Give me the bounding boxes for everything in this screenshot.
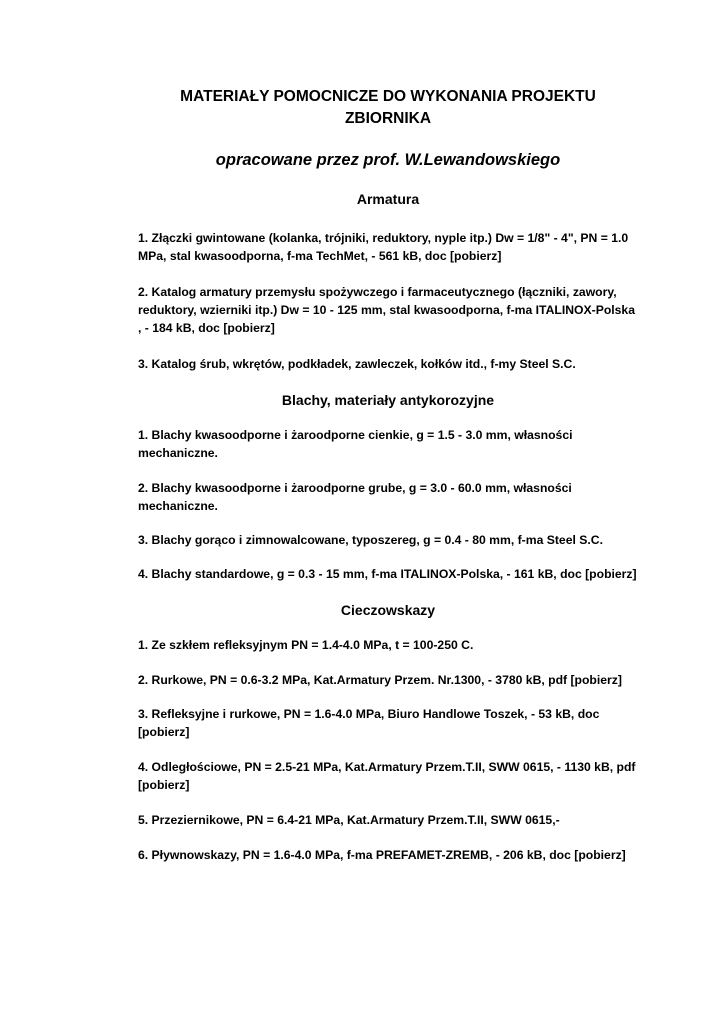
- section-heading-armatura: Armatura: [356, 191, 420, 207]
- list-item: 4. Odległościowe, PN = 2.5-21 MPa, Kat.Armatury Przem.T.II, SWW 0615, - 1130 kB, pdf [pobierz]: [138, 760, 636, 792]
- list-item: 2. Rurkowe, PN = 0.6-3.2 MPa, Kat.Armatury Przem. Nr.1300, - 3780 kB, pdf [pobierz]: [138, 673, 622, 687]
- document-page: [138, 86, 638, 864]
- list-item: 5. Przeziernikowe, PN = 6.4-21 MPa, Kat.Armatury Przem.T.II, SWW 0615,-: [138, 813, 560, 827]
- list-item: 2. Katalog armatury przemysłu spożywczego i farmaceutycznego (łączniki, zawory, reduktory, wzierniki itp.) Dw = 10 - 125 mm, stal kwasoodporna, f-ma ITALINOX-Polska , - 184 kB, doc [pobierz]: [138, 285, 635, 335]
- document-title: [138, 86, 638, 130]
- list-item: 1. Złączki gwintowane (kolanka, trójniki, reduktory, nyple itp.) Dw = 1/8" - 4", PN = 1.0 MPa, stal kwasoodporna, f-ma TechMet, - 561 kB, doc [pobierz]: [138, 231, 629, 263]
- list-item: 1. Ze szkłem refleksyjnym PN = 1.4-4.0 MPa, t = 100-250 C.: [138, 638, 474, 652]
- list-item: 3. Refleksyjne i rurkowe, PN = 1.6-4.0 MPa, Biuro Handlowe Toszek, - 53 kB, doc [pobierz]: [138, 707, 600, 739]
- document-title-line2: ZBIORNIKA: [344, 110, 432, 127]
- document-title-line1: MATERIAŁY POMOCNICZE DO WYKONANIA PROJEKTU: [180, 88, 596, 105]
- list-item: 4. Blachy standardowe, g = 0.3 - 15 mm, f-ma ITALINOX-Polska, - 161 kB, doc [pobierz]: [138, 567, 637, 581]
- list-item: 1. Blachy kwasoodporne i żaroodporne cienkie, g = 1.5 - 3.0 mm, własności mechaniczne.: [138, 428, 573, 460]
- list-item: 6. Pływnowskazy, PN = 1.6-4.0 MPa, f-ma PREFAMET-ZREMB, - 206 kB, doc [pobierz]: [138, 848, 626, 862]
- list-item: 2. Blachy kwasoodporne i żaroodporne grube, g = 3.0 - 60.0 mm, własności mechaniczne.: [138, 481, 572, 513]
- section-heading-cieczowskazy: Cieczowskazy: [340, 602, 436, 618]
- list-item: 3. Blachy gorąco i zimnowalcowane, typoszereg, g = 0.4 - 80 mm, f-ma Steel S.C.: [138, 533, 603, 547]
- document-subtitle: opracowane przez prof. W.Lewandowskiego: [215, 151, 561, 169]
- section-heading-blachy: Blachy, materiały antykorozyjne: [281, 392, 495, 408]
- list-item: 3. Katalog śrub, wkrętów, podkładek, zawleczek, kołków itd., f-my Steel S.C.: [138, 357, 576, 371]
